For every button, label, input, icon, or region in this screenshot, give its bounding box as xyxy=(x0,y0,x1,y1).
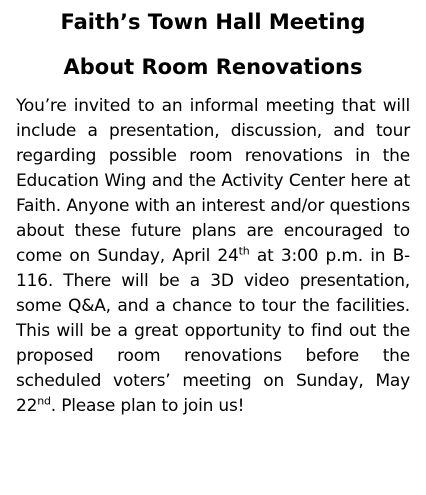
ordinal-suffix-nd: nd xyxy=(37,394,51,408)
paragraph-part-2: at 3:00 p.m. in B-116. There will be a 3D video presentation, some Q&A, and a chance to tour the facilities. This will be a great opportunity to find out the proposed room renovations before the scheduled voters’ meeting on Sunday, May 22 xyxy=(16,246,410,416)
invitation-paragraph xyxy=(16,94,410,419)
paragraph-part-1: You’re invited to an informal meeting that will include a presentation, discussion, and tour regarding possible room renovations in the Education Wing and the Activity Center here at Faith. Anyone with an interest and/or questions about these future plans are encouraged to come on Sunday, April 24 xyxy=(16,96,410,266)
title-line-2: About Room Renovations xyxy=(63,55,363,79)
paragraph-part-3: . Please plan to join us! xyxy=(50,396,245,416)
title-line-1: Faith’s Town Hall Meeting xyxy=(60,10,366,34)
ordinal-suffix-th: th xyxy=(238,244,250,258)
